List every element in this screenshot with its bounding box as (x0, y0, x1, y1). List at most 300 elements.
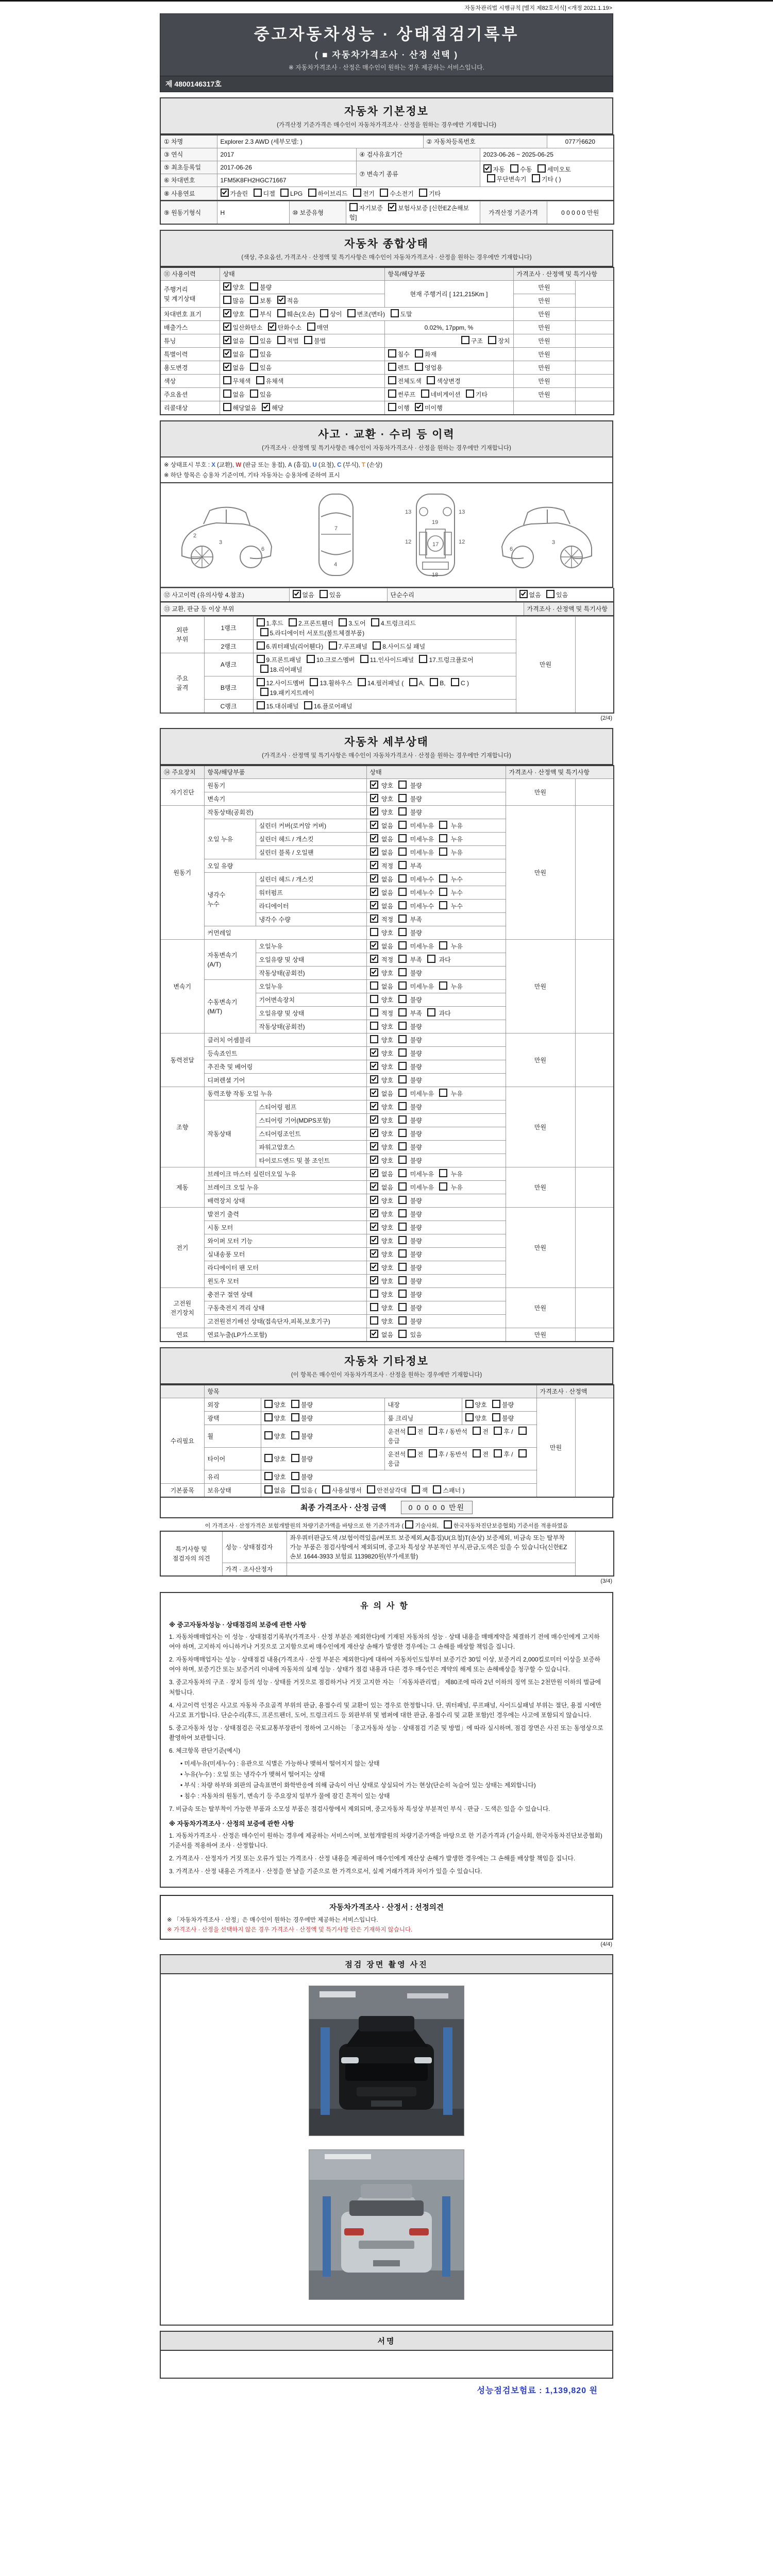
table-cell: 주요 골격 (160, 653, 204, 714)
checkbox-unchecked[interactable] (257, 678, 265, 686)
checkbox-unchecked[interactable] (289, 618, 297, 626)
page-marker-3: (3/4) (600, 1578, 612, 1584)
table-cell: 상태 (366, 766, 506, 779)
checkbox-checked[interactable] (268, 323, 276, 331)
checkbox-unchecked[interactable] (398, 1223, 407, 1231)
checkbox-unchecked[interactable] (398, 914, 407, 923)
checkbox-checked[interactable] (370, 1182, 378, 1191)
checkbox-unchecked[interactable] (370, 928, 378, 936)
table-cell: 작동상태(공회전) (204, 806, 366, 819)
checkbox-unchecked[interactable] (264, 1485, 273, 1494)
checkbox-checked[interactable] (370, 1048, 378, 1057)
checkbox-unchecked[interactable] (398, 821, 407, 829)
table-cell: 고전원전기배선 상태(접속단자,피복,보호기구) (204, 1315, 366, 1328)
table-cell: 연료누출(LP가스포함) (204, 1328, 366, 1342)
table-cell: ⑥ 차대번호 (160, 174, 217, 187)
table-cell: 없음 미세누수 누수 (366, 873, 506, 886)
table-cell: 파워고압호스 (256, 1141, 366, 1154)
checkbox-unchecked[interactable] (518, 1449, 527, 1458)
checkbox-unchecked[interactable] (250, 349, 258, 358)
state-symbol-W: W (236, 462, 242, 468)
table-cell: 없음 미세누유 누유 (366, 1167, 506, 1181)
checkbox-unchecked[interactable] (439, 821, 447, 829)
checkbox-unchecked[interactable] (291, 1485, 299, 1494)
checkbox-checked[interactable] (223, 349, 231, 358)
checkbox-unchecked[interactable] (307, 323, 315, 331)
checkbox-unchecked[interactable] (419, 655, 427, 663)
table-cell: 양호 불량 (462, 1412, 536, 1425)
checkbox-unchecked[interactable] (398, 794, 407, 802)
checkbox-checked[interactable] (370, 1196, 378, 1204)
page-subtitle: ( ■ 자동차가격조사 · 산정 선택 ) (314, 50, 459, 60)
table-cell (575, 1087, 614, 1167)
checkbox-checked[interactable] (370, 914, 378, 923)
checkbox-unchecked[interactable] (257, 655, 265, 663)
checkbox-unchecked[interactable] (347, 309, 356, 317)
price-cell: 만원 (506, 1208, 575, 1288)
checkbox-checked[interactable] (370, 1102, 378, 1110)
checkbox-unchecked[interactable] (370, 1290, 378, 1298)
page-marker-4: (4/4) (600, 1941, 612, 1948)
checkbox-unchecked[interactable] (388, 376, 396, 384)
checkbox-unchecked[interactable] (223, 403, 231, 411)
checkbox-checked[interactable] (370, 874, 378, 883)
checkbox-unchecked[interactable] (398, 1089, 407, 1097)
checkbox-unchecked[interactable] (429, 1427, 437, 1435)
table-cell (575, 940, 614, 1033)
accident-header (160, 420, 613, 457)
checkbox-unchecked[interactable] (310, 678, 318, 686)
checkbox-unchecked[interactable] (277, 336, 285, 344)
table-cell: 주요옵션 (160, 388, 220, 401)
remarks-table (160, 1531, 614, 1577)
price-cell: 만원 (536, 1398, 575, 1498)
checkbox-unchecked[interactable] (264, 1400, 273, 1408)
checkbox-unchecked[interactable] (398, 781, 407, 789)
checkbox-unchecked[interactable] (250, 389, 258, 398)
checkbox-unchecked[interactable] (370, 1316, 378, 1325)
checkbox-unchecked[interactable] (439, 1169, 447, 1177)
checkbox-unchecked[interactable] (398, 1129, 407, 1137)
checkbox-checked[interactable] (370, 1075, 378, 1083)
table-cell: 실린더 헤드 / 개스킷 (256, 873, 366, 886)
checkbox-checked[interactable] (223, 363, 231, 371)
svg-text:2: 2 (193, 533, 196, 539)
checkbox-unchecked[interactable] (427, 1008, 435, 1016)
checkbox-unchecked[interactable] (439, 981, 447, 990)
table-cell: 와이퍼 모터 기능 (204, 1234, 366, 1248)
checkbox-checked[interactable] (370, 1156, 378, 1164)
checkbox-checked[interactable] (221, 189, 229, 197)
checkbox-unchecked[interactable] (250, 309, 258, 317)
final-price-note: 이 가격조사 · 산정가격은 보험개발원의 차량기준가액을 바탕으로 한 기준가격과 ( 기술사회, 한국자동차진단보증협회) 기준서를 적용하였음 (160, 1518, 613, 1531)
checkbox-unchecked[interactable] (398, 981, 407, 990)
checkbox-unchecked[interactable] (473, 1427, 481, 1435)
checkbox-unchecked[interactable] (257, 701, 265, 709)
checkbox-unchecked[interactable] (398, 1330, 407, 1338)
checkbox-unchecked[interactable] (250, 282, 258, 291)
checkbox-unchecked[interactable] (322, 1485, 330, 1494)
checkbox-unchecked[interactable] (257, 618, 265, 626)
checkbox-unchecked[interactable] (546, 590, 554, 598)
checkbox-checked[interactable] (223, 309, 231, 317)
checkbox-checked[interactable] (370, 821, 378, 829)
checkbox-unchecked[interactable] (494, 1449, 502, 1458)
checkbox-unchecked[interactable] (291, 1431, 299, 1439)
checkbox-unchecked[interactable] (277, 309, 285, 317)
checkbox-unchecked[interactable] (415, 349, 423, 358)
checkbox-unchecked[interactable] (439, 874, 447, 883)
table-cell: 많음 보통 적음 (220, 294, 384, 308)
table-cell: 조향 (160, 1087, 204, 1167)
checkbox-unchecked[interactable] (439, 901, 447, 909)
table-cell: 커먼레일 (204, 926, 366, 940)
checkbox-unchecked[interactable] (398, 861, 407, 869)
checkbox-checked[interactable] (370, 1223, 378, 1231)
checkbox-unchecked[interactable] (398, 941, 407, 950)
inspection-photo-rear (309, 2149, 464, 2300)
checkbox-checked[interactable] (370, 1276, 378, 1284)
table-cell (575, 308, 614, 321)
checkbox-unchecked[interactable] (398, 955, 407, 963)
checkbox-unchecked[interactable] (398, 1008, 407, 1016)
checkbox-unchecked[interactable] (461, 336, 469, 344)
checkbox-checked[interactable] (262, 403, 270, 411)
checkbox-unchecked[interactable] (291, 1454, 299, 1462)
car-diagram-top (297, 490, 375, 580)
checkbox-unchecked[interactable] (358, 678, 366, 686)
table-cell: 브레이크 마스터 실린더오일 누유 (204, 1167, 366, 1181)
checkbox-unchecked[interactable] (370, 1303, 378, 1311)
price-cell: 만원 (513, 281, 575, 294)
checkbox-unchecked[interactable] (405, 1520, 413, 1529)
table-cell: 양호 불량 (366, 1074, 506, 1087)
checkbox-checked[interactable] (223, 282, 231, 291)
table-cell: 전체도색 색상변경 (384, 375, 513, 388)
table-cell: 추진축 및 베어링 (204, 1060, 366, 1074)
checkbox-unchecked[interactable] (398, 874, 407, 883)
checkbox-unchecked[interactable] (398, 968, 407, 976)
checkbox-unchecked[interactable] (398, 1196, 407, 1204)
table-cell: 구동축전지 격리 상태 (204, 1301, 366, 1315)
checkbox-unchecked[interactable] (260, 628, 268, 636)
price-survey-notice-box (160, 1895, 613, 1940)
table-cell: 없음 미세누유 누유 (366, 1181, 506, 1194)
checkbox-unchecked[interactable] (510, 164, 518, 173)
checkbox-unchecked[interactable] (398, 901, 407, 909)
etc-subtitle: (이 항목은 매수인이 자동차가격조사 · 산정을 원하는 경우에만 기재합니다) (291, 1372, 482, 1378)
checkbox-unchecked[interactable] (373, 641, 381, 650)
checkbox-unchecked[interactable] (398, 1115, 407, 1124)
table-cell: 양호 불량 (366, 1114, 506, 1127)
checkbox-checked[interactable] (415, 403, 423, 411)
table-cell: 양호 불량 (366, 1033, 506, 1047)
checkbox-checked[interactable] (223, 336, 231, 344)
price-cell: 만원 (513, 321, 575, 334)
checkbox-checked[interactable] (370, 807, 378, 816)
checkbox-unchecked[interactable] (532, 174, 540, 182)
table-cell: 가격조사 · 산정액 및 특기사항 (524, 603, 614, 616)
checkbox-unchecked[interactable] (398, 1249, 407, 1258)
checkbox-unchecked[interactable] (398, 834, 407, 842)
checkbox-unchecked[interactable] (370, 1008, 378, 1016)
checkbox-unchecked[interactable] (398, 1075, 407, 1083)
checkbox-unchecked[interactable] (398, 1276, 407, 1284)
checkbox-unchecked[interactable] (398, 1062, 407, 1070)
car-damage-diagrams (160, 483, 613, 588)
checkbox-unchecked[interactable] (412, 1485, 420, 1494)
summary-header (160, 230, 613, 267)
checkbox-unchecked[interactable] (398, 1209, 407, 1217)
caution-item: 5. 중고자동차 성능 · 상태점검은 국토교통부장관이 정하여 고시하는 「중고자동차 성능 · 상태점검 기준 및 방법」에 따라 실시하며, 점검 장면은 사진 또는 동영상으로 촬영하여 보관합니다. (169, 1724, 603, 1741)
checkbox-checked[interactable] (370, 1115, 378, 1124)
checkbox-unchecked[interactable] (291, 1413, 299, 1421)
sign-area[interactable] (160, 2351, 613, 2379)
checkbox-checked[interactable] (370, 1249, 378, 1258)
checkbox-unchecked[interactable] (398, 1263, 407, 1271)
table-cell: 원동기 (204, 779, 366, 792)
checkbox-unchecked[interactable] (439, 848, 447, 856)
checkbox-unchecked[interactable] (353, 189, 361, 197)
checkbox-unchecked[interactable] (304, 701, 312, 709)
checkbox-checked[interactable] (370, 901, 378, 909)
checkbox-checked[interactable] (370, 848, 378, 856)
checkbox-checked[interactable] (223, 323, 231, 331)
accident-subtitle: (가격조사 · 산정액 및 특기사항은 매수인이 자동차가격조사 · 산정을 원하는 경우에만 기재합니다) (262, 445, 511, 451)
checkbox-unchecked[interactable] (398, 1236, 407, 1244)
checkbox-unchecked[interactable] (451, 678, 459, 686)
checkbox-unchecked[interactable] (329, 641, 337, 650)
checkbox-unchecked[interactable] (371, 618, 379, 626)
checkbox-unchecked[interactable] (439, 1089, 447, 1097)
checkbox-unchecked[interactable] (264, 1413, 273, 1421)
checkbox-unchecked[interactable] (465, 1400, 474, 1408)
checkbox-checked[interactable] (370, 1142, 378, 1150)
checkbox-unchecked[interactable] (398, 1102, 407, 1110)
checkbox-unchecked[interactable] (260, 688, 268, 696)
checkbox-unchecked[interactable] (388, 349, 396, 358)
checkbox-checked[interactable] (388, 203, 396, 211)
checkbox-unchecked[interactable] (398, 1048, 407, 1057)
table-cell: 용도변경 (160, 361, 220, 375)
checkbox-unchecked[interactable] (492, 1400, 500, 1408)
checkbox-unchecked[interactable] (257, 641, 265, 650)
checkbox-unchecked[interactable] (367, 1485, 375, 1494)
checkbox-unchecked[interactable] (427, 376, 435, 384)
etc-table (160, 1384, 614, 1498)
table-cell: 기본품목 (160, 1484, 204, 1498)
table-cell: 양호 불량 (261, 1412, 384, 1425)
table-cell: 내장 (384, 1398, 462, 1412)
checkbox-unchecked[interactable] (487, 174, 495, 182)
checkbox-unchecked[interactable] (430, 678, 438, 686)
price-cell: 만원 (513, 361, 575, 375)
checkbox-checked[interactable] (370, 968, 378, 976)
caution-item: • 미세누유(미세누수) : 유관으로 식별은 가능하나 맺혀서 떨어지지 않는 상태 (180, 1760, 380, 1768)
table-cell: 라디에이터 팬 모터 (204, 1261, 366, 1275)
table-cell: 없음 있음 적법 불법 (220, 334, 384, 348)
checkbox-unchecked[interactable] (349, 203, 358, 211)
checkbox-unchecked[interactable] (264, 1454, 273, 1462)
table-cell: 시동 모터 (204, 1221, 366, 1234)
checkbox-unchecked[interactable] (370, 981, 378, 990)
checkbox-checked[interactable] (370, 941, 378, 950)
table-cell: 이행 미이행 (384, 401, 513, 415)
checkbox-unchecked[interactable] (465, 1413, 474, 1421)
checkbox-unchecked[interactable] (408, 1449, 416, 1458)
checkbox-unchecked[interactable] (280, 189, 289, 197)
caution-item: ※ 중고자동차성능 · 상태점검의 보증에 관한 사항 (169, 1621, 307, 1629)
checkbox-unchecked[interactable] (307, 655, 315, 663)
checkbox-unchecked[interactable] (419, 189, 427, 197)
checkbox-unchecked[interactable] (256, 376, 264, 384)
checkbox-unchecked[interactable] (223, 296, 231, 304)
checkbox-unchecked[interactable] (415, 363, 423, 371)
checkbox-unchecked[interactable] (264, 1472, 273, 1480)
checkbox-unchecked[interactable] (398, 928, 407, 936)
price-cell: 만원 (513, 388, 575, 401)
table-cell: 양호 불량 (366, 1047, 506, 1060)
checkbox-unchecked[interactable] (398, 1022, 407, 1030)
checkbox-unchecked[interactable] (264, 1431, 273, 1439)
checkbox-unchecked[interactable] (250, 363, 258, 371)
checkbox-unchecked[interactable] (439, 1182, 447, 1191)
table-cell: ⑨ 원동기형식 (160, 201, 217, 225)
checkbox-unchecked[interactable] (370, 1035, 378, 1043)
checkbox-unchecked[interactable] (304, 336, 312, 344)
checkbox-checked[interactable] (370, 1129, 378, 1137)
checkbox-checked[interactable] (370, 1209, 378, 1217)
checkbox-unchecked[interactable] (388, 403, 396, 411)
table-cell: 주행거리 및 계기상태 (160, 281, 220, 308)
checkbox-checked[interactable] (370, 834, 378, 842)
checkbox-checked[interactable] (370, 1263, 378, 1271)
checkbox-unchecked[interactable] (380, 189, 388, 197)
checkbox-unchecked[interactable] (291, 1472, 299, 1480)
table-cell: 리콜대상 (160, 401, 220, 415)
checkbox-unchecked[interactable] (439, 834, 447, 842)
checkbox-checked[interactable] (370, 955, 378, 963)
checkbox-unchecked[interactable] (254, 189, 262, 197)
table-cell: 가솔린 디젤 LPG 하이브리드 전기 수소전기 기타 (217, 187, 614, 201)
checkbox-unchecked[interactable] (398, 1303, 407, 1311)
checkbox-checked[interactable] (370, 1330, 378, 1338)
checkbox-unchecked[interactable] (398, 1035, 407, 1043)
checkbox-unchecked[interactable] (250, 336, 258, 344)
checkbox-unchecked[interactable] (488, 336, 496, 344)
checkbox-unchecked[interactable] (433, 1485, 441, 1494)
checkbox-unchecked[interactable] (388, 363, 396, 371)
checkbox-unchecked[interactable] (388, 389, 396, 398)
checkbox-unchecked[interactable] (320, 309, 328, 317)
checkbox-unchecked[interactable] (391, 309, 399, 317)
table-cell (513, 401, 575, 415)
table-cell: 양호 불량 (366, 806, 506, 819)
checkbox-unchecked[interactable] (429, 1449, 437, 1458)
checkbox-unchecked[interactable] (439, 941, 447, 950)
checkbox-unchecked[interactable] (473, 1449, 481, 1458)
checkbox-unchecked[interactable] (308, 189, 316, 197)
checkbox-checked[interactable] (370, 1169, 378, 1177)
table-cell (575, 617, 614, 714)
checkbox-checked[interactable] (370, 888, 378, 896)
table-cell (575, 321, 614, 334)
table-cell: 없음 있음 (366, 1328, 506, 1342)
price-cell: 만원 (506, 1033, 575, 1087)
table-cell: 연료 (160, 1328, 204, 1342)
table-cell: 배출가스 (160, 321, 220, 334)
checkbox-unchecked[interactable] (291, 1400, 299, 1408)
checkbox-unchecked[interactable] (398, 1182, 407, 1191)
table-cell: ② 자동차등록번호 (423, 135, 547, 148)
checkbox-unchecked[interactable] (398, 888, 407, 896)
checkbox-unchecked[interactable] (466, 389, 474, 398)
checkbox-unchecked[interactable] (398, 1169, 407, 1177)
checkbox-unchecked[interactable] (537, 164, 546, 173)
checkbox-unchecked[interactable] (260, 665, 268, 673)
checkbox-unchecked[interactable] (250, 296, 258, 304)
checkbox-unchecked[interactable] (444, 1520, 452, 1529)
table-cell: 변속기 (204, 792, 366, 806)
checkbox-unchecked[interactable] (439, 888, 447, 896)
checkbox-checked[interactable] (483, 164, 492, 173)
checkbox-unchecked[interactable] (223, 376, 231, 384)
table-cell: 양호 불량 (366, 1301, 506, 1315)
checkbox-unchecked[interactable] (494, 1427, 502, 1435)
checkbox-unchecked[interactable] (398, 1142, 407, 1150)
checkbox-unchecked[interactable] (421, 389, 429, 398)
table-cell: 항목/해당부품 (204, 766, 366, 779)
checkbox-unchecked[interactable] (360, 655, 368, 663)
checkbox-unchecked[interactable] (518, 1427, 527, 1435)
table-cell: 양호 불량 (366, 1208, 506, 1221)
checkbox-unchecked[interactable] (370, 995, 378, 1003)
checkbox-checked[interactable] (293, 590, 301, 598)
checkbox-unchecked[interactable] (370, 1022, 378, 1030)
checkbox-unchecked[interactable] (339, 618, 347, 626)
checkbox-unchecked[interactable] (398, 807, 407, 816)
table-cell: 라디에이터 (256, 900, 366, 913)
checkbox-checked[interactable] (370, 1062, 378, 1070)
svg-text:6: 6 (261, 546, 264, 552)
checkbox-unchecked[interactable] (427, 955, 435, 963)
checkbox-unchecked[interactable] (398, 995, 407, 1003)
checkbox-checked[interactable] (370, 794, 378, 802)
checkbox-checked[interactable] (370, 1236, 378, 1244)
checkbox-unchecked[interactable] (398, 1316, 407, 1325)
state-symbol-C: C (337, 462, 342, 468)
checkbox-checked[interactable] (277, 296, 285, 304)
checkbox-unchecked[interactable] (320, 590, 328, 598)
checkbox-checked[interactable] (370, 861, 378, 869)
svg-text:7: 7 (334, 526, 338, 532)
checkbox-unchecked[interactable] (398, 1156, 407, 1164)
checkbox-unchecked[interactable] (492, 1413, 500, 1421)
cautions-title: 유의사항 (360, 1602, 413, 1611)
checkbox-checked[interactable] (370, 781, 378, 789)
table-cell: Explorer 2.3 AWD (세부모델: ) (217, 135, 423, 148)
table-cell: 변속기 (160, 940, 204, 1033)
checkbox-unchecked[interactable] (408, 1427, 416, 1435)
checkbox-checked[interactable] (370, 1089, 378, 1097)
checkbox-unchecked[interactable] (409, 678, 417, 686)
checkbox-unchecked[interactable] (398, 1290, 407, 1298)
checkbox-unchecked[interactable] (398, 848, 407, 856)
table-cell: 없음 미세누유 누유 (366, 846, 506, 859)
table-cell: 브레이크 오일 누유 (204, 1181, 366, 1194)
checkbox-unchecked[interactable] (223, 389, 231, 398)
checkbox-checked[interactable] (519, 590, 528, 598)
